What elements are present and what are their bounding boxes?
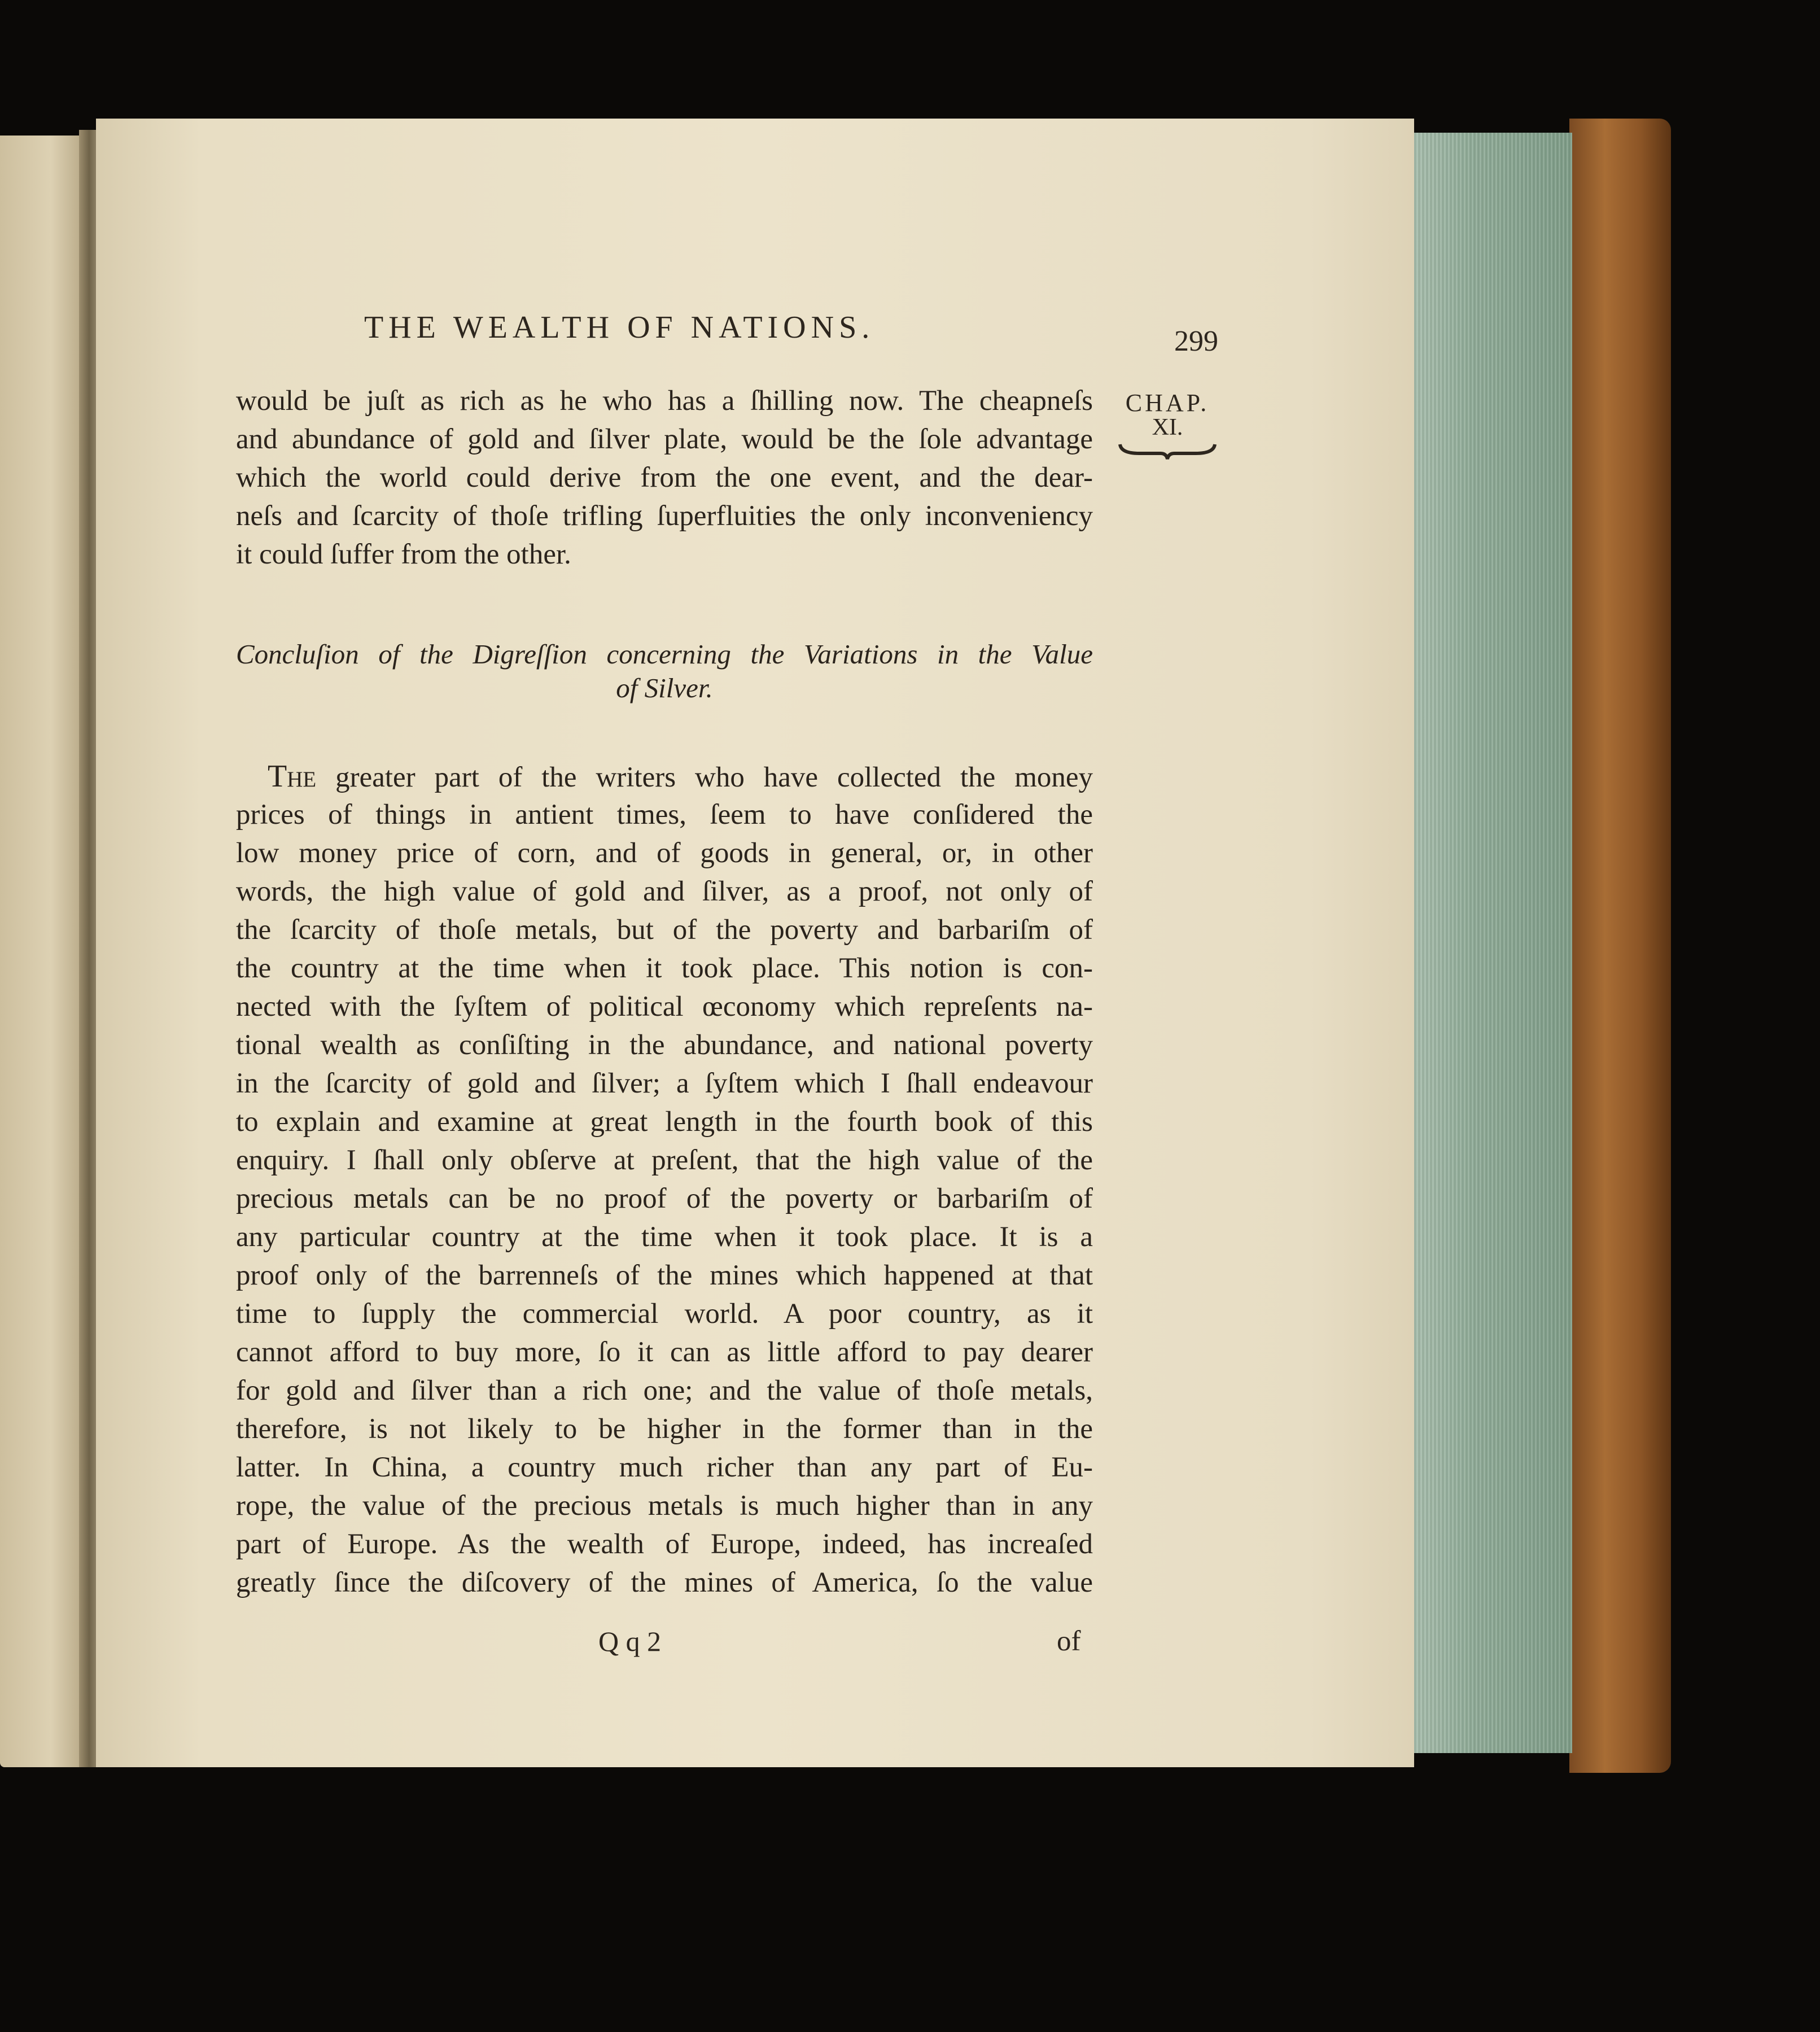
first-line-text: greater part of the writers who have collected the money — [316, 762, 1093, 793]
paragraph-first-line — [236, 759, 1093, 794]
text-line: which the world could derive from the one event, and the dear- — [236, 462, 1093, 493]
page-fore-edge — [1408, 133, 1572, 1753]
catchword: of — [1057, 1625, 1081, 1657]
chapter-marginal-note — [1111, 388, 1224, 460]
text-line: part of Europe. As the wealth of Europe, indeed, has increaſed — [236, 1528, 1093, 1560]
text-line: latter. In China, a country much richer than any part of Eu- — [236, 1452, 1093, 1483]
signature-mark: Q q 2 — [598, 1625, 662, 1657]
page-number: 299 — [1174, 325, 1218, 357]
text-line: for gold and ſilver than a rich one; and the value of thoſe metals, — [236, 1375, 1093, 1406]
text-line: in the ſcarcity of gold and ſilver; a ſyſtem which I ſhall endeavour — [236, 1068, 1093, 1099]
text-line: neſs and ſcarcity of thoſe trifling ſuperfluities the only inconveniency — [236, 500, 1093, 532]
paragraph-opening-word: The — [268, 759, 317, 794]
text-line: the country at the time when it took place. This notion is con- — [236, 952, 1093, 984]
text-line: greatly ſince the diſcovery of the mines of America, ſo the value — [236, 1567, 1093, 1598]
text-line: precious metals can be no proof of the poverty or barbariſm of — [236, 1183, 1093, 1214]
text-line: to explain and examine at great length in the fourth book of this — [236, 1106, 1093, 1138]
text-line: proof only of the barrenneſs of the mines which happened at that — [236, 1260, 1093, 1291]
text-line: would be juſt as rich as he who has a ſhilling now. The cheapneſs — [236, 385, 1093, 417]
section-heading-line-2: of Silver. — [616, 672, 713, 703]
text-line: rope, the value of the precious metals is much higher than in any — [236, 1490, 1093, 1522]
text-line: nected with the ſyſtem of political œconomy which repreſents na- — [236, 991, 1093, 1022]
chapter-number: XI. — [1152, 414, 1183, 440]
leather-cover — [1569, 119, 1671, 1773]
text-line: prices of things in antient times, ſeem to have conſidered the — [236, 799, 1093, 831]
text-line: therefore, is not likely to be higher in the former than in the — [236, 1413, 1093, 1445]
running-head: THE WEALTH OF NATIONS. — [364, 310, 875, 345]
chapter-label: CHAP. — [1125, 389, 1210, 417]
text-line: tional wealth as conſiſting in the abundance, and national poverty — [236, 1029, 1093, 1061]
previous-page-edge — [0, 136, 85, 1767]
section-heading-line-1: Concluſion of the Digreſſion concerning the Variations in the Value — [236, 639, 1093, 670]
text-line: and abundance of gold and ſilver plate, would be the ſole advantage — [236, 423, 1093, 455]
text-line: time to ſupply the commercial world. A poor country, as it — [236, 1298, 1093, 1330]
text-line: the ſcarcity of thoſe metals, but of the poverty and barbariſm of — [236, 914, 1093, 946]
text-line: low money price of corn, and of goods in general, or, in other — [236, 837, 1093, 869]
text-line: cannot afford to buy more, ſo it can as little afford to pay dearer — [236, 1336, 1093, 1368]
text-line: any particular country at the time when it took place. It is a — [236, 1221, 1093, 1253]
text-line: enquiry. I ſhall only obſerve at preſent, that the high value of the — [236, 1144, 1093, 1176]
brace-icon — [1117, 441, 1218, 460]
text-line: it could ſuffer from the other. — [236, 539, 571, 570]
text-line: words, the high value of gold and ſilver, as a proof, not only of — [236, 876, 1093, 907]
